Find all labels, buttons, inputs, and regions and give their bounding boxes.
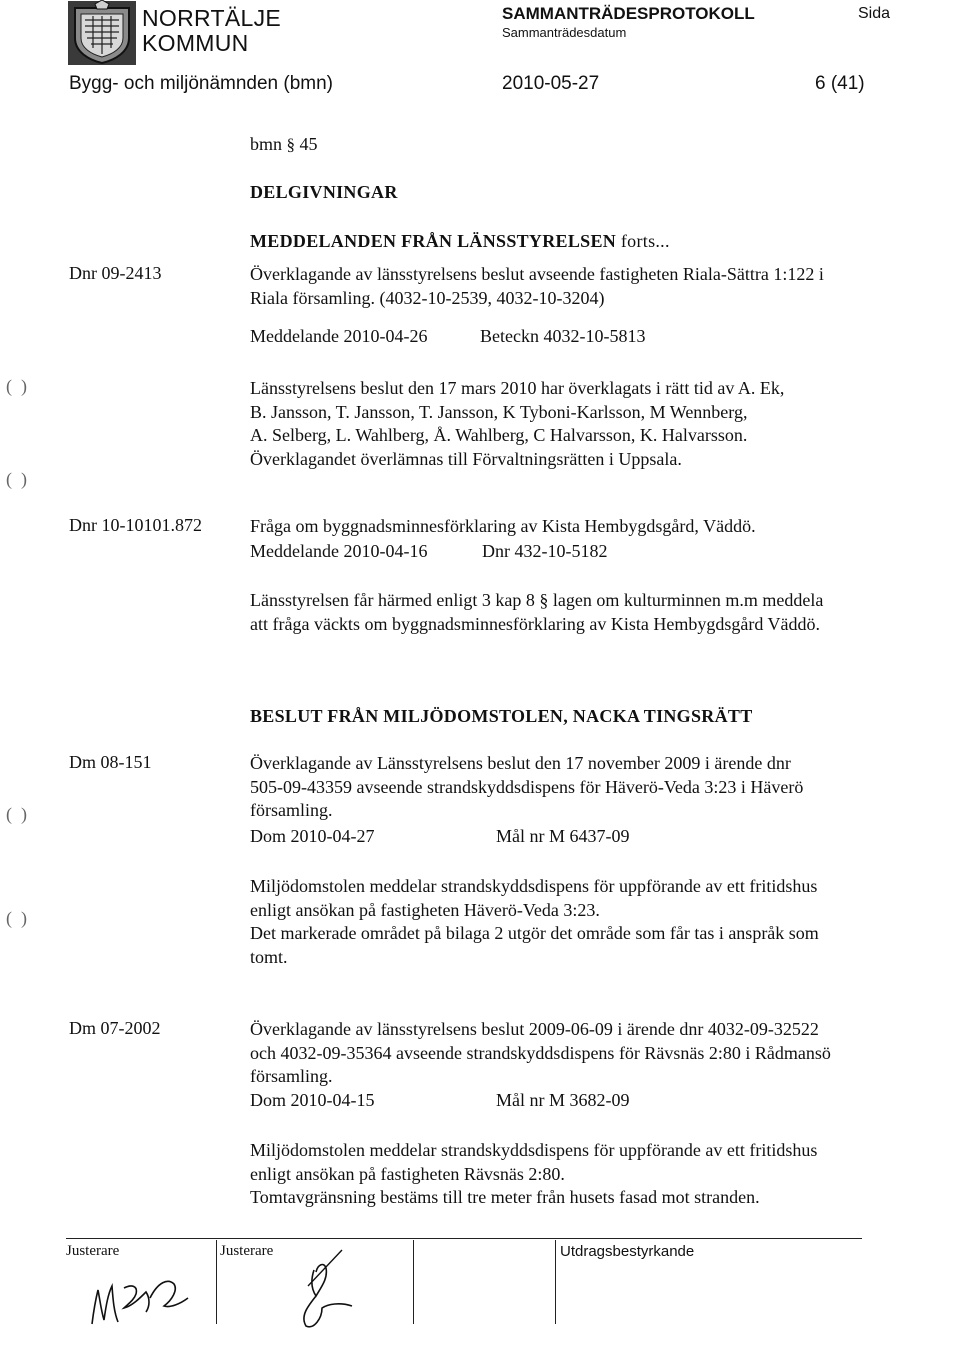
- punch-hole-mark: ( ): [6, 469, 27, 489]
- item-ref-right: Beteckn 4032-10-5813: [480, 326, 646, 346]
- item-text: Överklagande av länsstyrelsens beslut 2009-06-09 i ärende dnr 4032-09-32522 och 4032-09-35364 avseende strandskyddsdispens för Rävsnäs 2:80 i Rådmansö församling.: [250, 1019, 831, 1086]
- item-ref-left: Dom 2010-04-15: [250, 1090, 375, 1110]
- item-ref-left: Meddelande 2010-04-26: [250, 326, 428, 346]
- municipal-crest-logo: [67, 0, 137, 66]
- page-number: 6 (41): [815, 73, 865, 94]
- item-text: Överklagande av Länsstyrelsens beslut den 17 november 2009 i ärende dnr 505-09-43359 avseende strandskyddsdispens för Häverö-Veda 3:23 i Häverö församling.: [250, 753, 804, 820]
- municipality-name-line2: KOMMUN: [142, 30, 249, 56]
- signature-initials-1: [88, 1268, 198, 1330]
- paragraph-ref: bmn § 45: [250, 134, 318, 154]
- justerare-label: Justerare: [220, 1243, 274, 1259]
- item-ref-right: Mål nr M 3682-09: [496, 1090, 630, 1110]
- footer-column-divider: [555, 1240, 556, 1324]
- municipality-name-line1: NORRTÄLJE: [142, 5, 282, 31]
- item-paragraph: Miljödomstolen meddelar strandskyddsdispens för uppförande av ett fritidshus enligt ansökan på fastigheten Rävsnäs 2:80. Tomtavgränsning bestäms till tre meter från husets fasad mot stranden.: [250, 1140, 818, 1207]
- item-text: Överklagande av länsstyrelsens beslut avseende fastigheten Riala-Sättra 1:122 i Riala församling. (4032-10-2539, 4032-10-3204): [250, 264, 824, 308]
- footer-column-divider: [413, 1240, 414, 1324]
- board-name: Bygg- och miljönämnden (bmn): [69, 73, 334, 94]
- item-paragraph: Länsstyrelsen får härmed enligt 3 kap 8 § lagen om kulturminnen m.m meddela att fråga väckts om byggnadsminnesförklaring av Kista Hembygdsgård Väddö.: [250, 590, 824, 634]
- section2-title: BESLUT FRÅN MILJÖDOMSTOLEN, NACKA TINGSRÄTT: [250, 706, 753, 726]
- signature-initials-2: [292, 1246, 372, 1332]
- justerare-label: Justerare: [66, 1243, 120, 1259]
- footer-column-divider: [216, 1240, 217, 1324]
- item-paragraph: Länsstyrelsens beslut den 17 mars 2010 har överklagats i rätt tid av A. Ek, B. Jansson, T. Jansson, T. Jansson, K Tyboni-Karlsson, M Wennberg, A. Selberg, L. Wahlberg, Å. Wahlberg, C Halvarsson, K. Halvarsson. Överklagandet överlämnas till Förvaltningsrätten i Uppsala.: [250, 378, 785, 469]
- punch-hole-mark: ( ): [6, 908, 27, 928]
- protocol-subtitle: Sammanträdesdatum: [502, 25, 627, 40]
- punch-hole-mark: ( ): [6, 376, 27, 396]
- punch-hole-mark: ( ): [6, 804, 27, 824]
- item-ref-left: Dom 2010-04-27: [250, 826, 375, 846]
- protocol-title: SAMMANTRÄDESPROTOKOLL: [502, 4, 755, 23]
- item-ref-left: Meddelande 2010-04-16: [250, 541, 428, 561]
- item-ref-right: Mål nr M 6437-09: [496, 826, 630, 846]
- item-dnr: Dm 08-151: [69, 752, 152, 772]
- item-dnr: Dnr 10-10101.872: [69, 515, 202, 535]
- page-label: Sida: [858, 5, 891, 22]
- meeting-date: 2010-05-27: [502, 73, 600, 94]
- item-text: Fråga om byggnadsminnesförklaring av Kista Hembygdsgård, Väddö.: [250, 516, 756, 536]
- utdragsbestyrkande-label: Utdragsbestyrkande: [560, 1243, 695, 1260]
- section-subtitle: MEDDELANDEN FRÅN LÄNSSTYRELSEN forts...: [250, 231, 670, 251]
- section-title: DELGIVNINGAR: [250, 182, 398, 202]
- item-paragraph: Miljödomstolen meddelar strandskyddsdispens för uppförande av ett fritidshus enligt ansökan på fastigheten Häverö-Veda 3:23. Det markerade området på bilaga 2 utgör det område som får tas i anspråk som tomt.: [250, 876, 819, 967]
- footer-divider: [66, 1238, 862, 1239]
- item-dnr: Dm 07-2002: [69, 1018, 161, 1038]
- item-dnr: Dnr 09-2413: [69, 263, 162, 283]
- item-ref-right: Dnr 432-10-5182: [482, 541, 608, 561]
